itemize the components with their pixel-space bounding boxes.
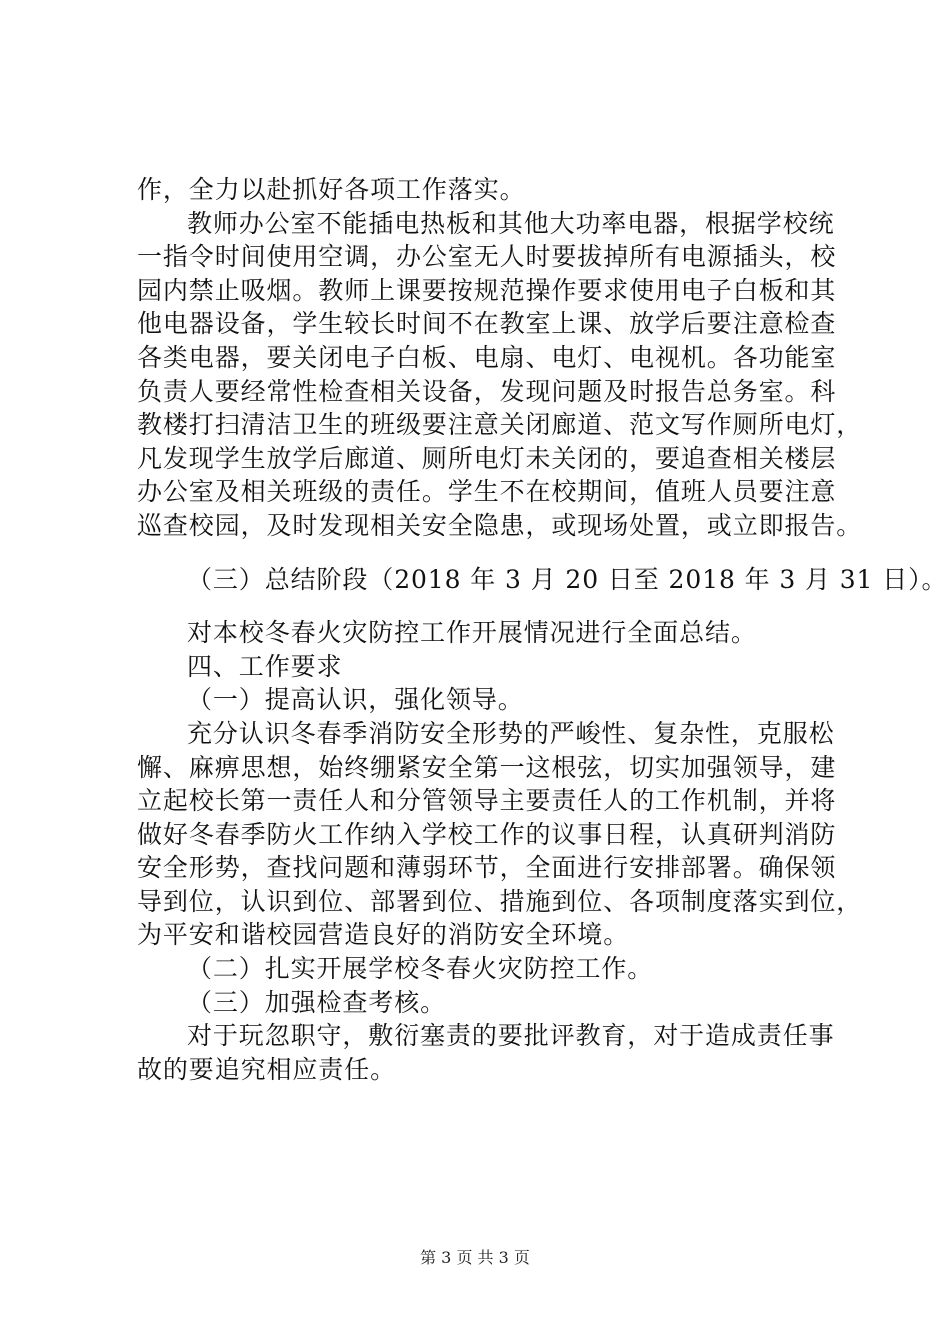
paragraph-line: 安全形势，查找问题和薄弱环节，全面进行安排部署。确保领 [137, 853, 837, 883]
paragraph-line: 导到位，认识到位、部署到位、措施到位、各项制度落实到位， [137, 886, 863, 916]
paragraph-line: 对本校冬春火灾防控工作开展情况进行全面总结。 [187, 618, 757, 648]
paragraph-line: 充分认识冬春季消防安全形势的严峻性、复杂性，克服松 [187, 718, 835, 748]
subheading-raise-awareness: （一）提高认识，强化领导。 [187, 685, 524, 715]
section-heading-work-requirements: 四、工作要求 [187, 651, 343, 681]
paragraph-line: 办公室及相关班级的责任。学生不在校期间，值班人员要注意 [137, 477, 837, 507]
paragraph-line: 懈、麻痹思想，始终绷紧安全第一这根弦，切实加强领导，建 [137, 752, 837, 782]
page-number-footer: 第 3 页 共 3 页 [420, 1248, 530, 1267]
paragraph-line: 作，全力以赴抓好各项工作落实。 [137, 175, 526, 204]
paragraph-line: 做好冬春季防火工作纳入学校工作的议事日程，认真研判消防 [137, 819, 837, 849]
paragraph-line: 故的要追究相应责任。 [137, 1054, 397, 1084]
paragraph-line: 各类电器，要关闭电子白板、电扇、电灯、电视机。各功能室 [137, 342, 837, 372]
paragraph-line: 教师办公室不能插电热板和其他大功率电器，根据学校统 [187, 208, 835, 238]
paragraph-line: 负责人要经常性检查相关设备，发现问题及时报告总务室。科 [137, 376, 837, 406]
subheading-fire-prevention: （二）扎实开展学校冬春火灾防控工作。 [187, 954, 654, 984]
paragraph-line: 一指令时间使用空调，办公室无人时要拔掉所有电源插头，校 [137, 242, 837, 272]
paragraph-line: 立起校长第一责任人和分管领导主要责任人的工作机制，并将 [137, 786, 837, 816]
document-body [137, 173, 948, 1086]
paragraph-line: 他电器设备，学生较长时间不在教室上课、放学后要注意检查 [137, 309, 837, 339]
paragraph-line: 对于玩忽职守，敷衍塞责的要批评教育，对于造成责任事 [187, 1021, 835, 1051]
paragraph-line: 凡发现学生放学后廊道、厕所电灯未关闭的，要追查相关楼层 [137, 443, 837, 473]
paragraph-line: 教楼打扫清洁卫生的班级要注意关闭廊道、范文写作厕所电灯， [137, 410, 863, 440]
paragraph-line: 园内禁止吸烟。教师上课要按规范操作要求使用电子白板和其 [137, 275, 837, 305]
paragraph-line: 巡查校园，及时发现相关安全隐患，或现场处置，或立即报告。 [137, 510, 863, 540]
section-heading-summary-stage: （三）总结阶段（2018 年 3 月 20 日至 2018 年 3 月 31 日）。 [187, 564, 948, 594]
paragraph-line: 为平安和谐校园营造良好的消防安全环境。 [137, 920, 630, 950]
subheading-inspection: （三）加强检查考核。 [187, 987, 447, 1017]
